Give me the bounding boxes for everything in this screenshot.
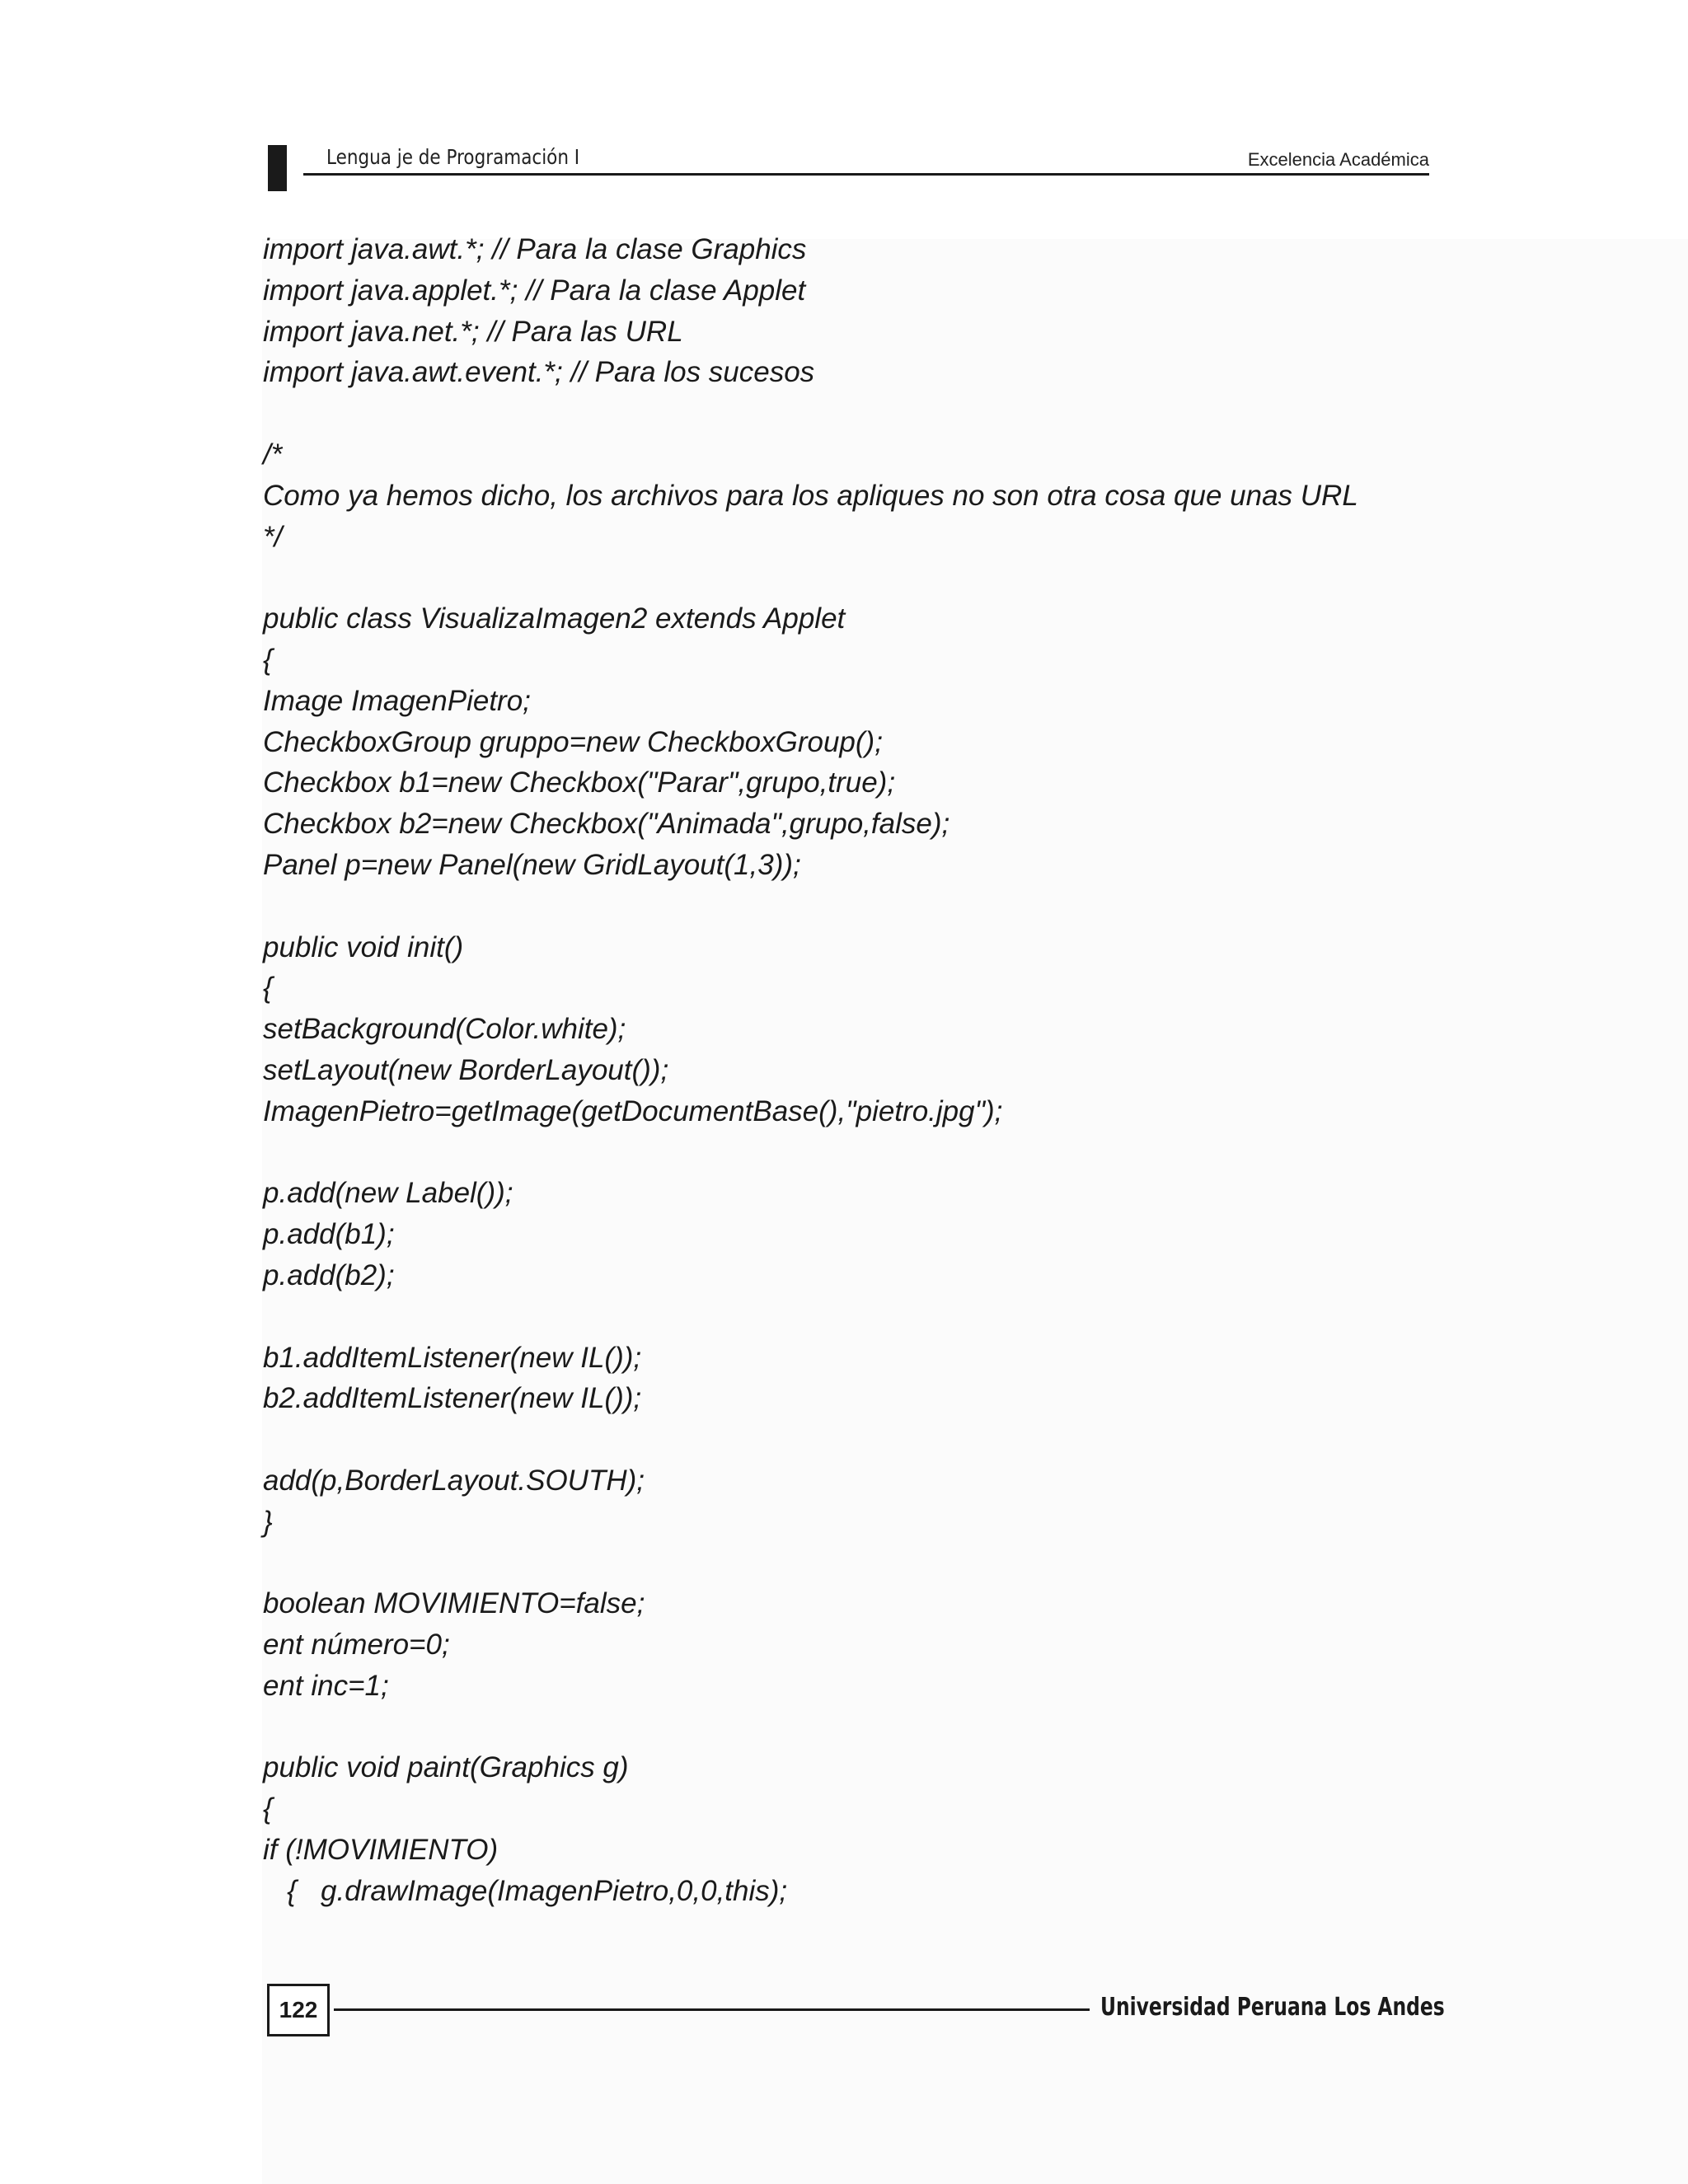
code-line xyxy=(263,557,1433,598)
code-line: b1.addItemListener(new IL()); xyxy=(263,1341,642,1374)
code-line: CheckboxGroup gruppo=new CheckboxGroup(); xyxy=(263,725,883,758)
code-line: setLayout(new BorderLayout()); xyxy=(263,1053,669,1086)
code-line xyxy=(263,1132,1433,1174)
code-line: if (!MOVIMIENTO) xyxy=(263,1834,499,1867)
code-line: Como ya hemos dicho, los archivos para los apliques no son otra cosa que unas URL xyxy=(263,479,1358,512)
header-right-text: Excelencia Académica xyxy=(1247,149,1429,170)
code-line: { xyxy=(263,643,273,676)
code-line: boolean MOVIMIENTO=false; xyxy=(263,1587,645,1620)
code-line: p.add(b2); xyxy=(263,1258,395,1291)
code-line: import java.awt.*; // Para la clase Graphics xyxy=(263,233,807,265)
code-line: ent número=0; xyxy=(263,1629,450,1661)
code-line: ImagenPietro=getImage(getDocumentBase(),"pietro.jpg"); xyxy=(263,1094,1003,1127)
code-line xyxy=(263,1419,1433,1460)
header-marker-bar xyxy=(268,145,287,191)
code-line xyxy=(263,393,1433,434)
code-line: { g.drawImage(ImagenPietro,0,0,this); xyxy=(263,1874,788,1907)
code-line: Image ImagenPietro; xyxy=(263,684,531,717)
code-line: setBackground(Color.white); xyxy=(263,1013,626,1046)
page-number: 122 xyxy=(267,1984,330,2036)
header-rule xyxy=(303,173,1429,176)
code-line xyxy=(263,886,1433,927)
code-line: import java.awt.event.*; // Para los sucesos xyxy=(263,356,815,389)
code-line: { xyxy=(263,972,273,1005)
code-line: public class VisualizaImagen2 extends Applet xyxy=(263,602,846,635)
code-line: import java.net.*; // Para las URL xyxy=(263,315,683,348)
code-line: Checkbox b1=new Checkbox("Parar",grupo,true); xyxy=(263,766,896,799)
code-line xyxy=(263,1543,1433,1584)
footer-right-text: Universidad Peruana Los Andes xyxy=(1100,1993,1445,2022)
code-line: Panel p=new Panel(new GridLayout(1,3)); xyxy=(263,848,801,881)
code-line: Checkbox b2=new Checkbox("Animada",grupo,false); xyxy=(263,808,950,841)
header-title: Lengua je de Programación I xyxy=(326,145,580,169)
code-line: { xyxy=(263,1793,273,1825)
code-listing xyxy=(263,229,1433,1912)
code-line: public void init() xyxy=(263,930,464,963)
code-line: /* xyxy=(263,438,283,471)
code-line xyxy=(263,1296,1433,1338)
code-line: p.add(b1); xyxy=(263,1218,395,1251)
footer-rule xyxy=(334,2008,1090,2011)
code-line: */ xyxy=(263,520,283,553)
code-line: } xyxy=(263,1505,273,1538)
code-line: import java.applet.*; // Para la clase Applet xyxy=(263,274,806,307)
code-line: ent inc=1; xyxy=(263,1669,389,1702)
code-line xyxy=(263,1707,1433,1748)
code-line: p.add(new Label()); xyxy=(263,1177,513,1210)
code-line: b2.addItemListener(new IL()); xyxy=(263,1382,642,1415)
code-line: public void paint(Graphics g) xyxy=(263,1751,629,1784)
code-line: add(p,BorderLayout.SOUTH); xyxy=(263,1464,645,1497)
